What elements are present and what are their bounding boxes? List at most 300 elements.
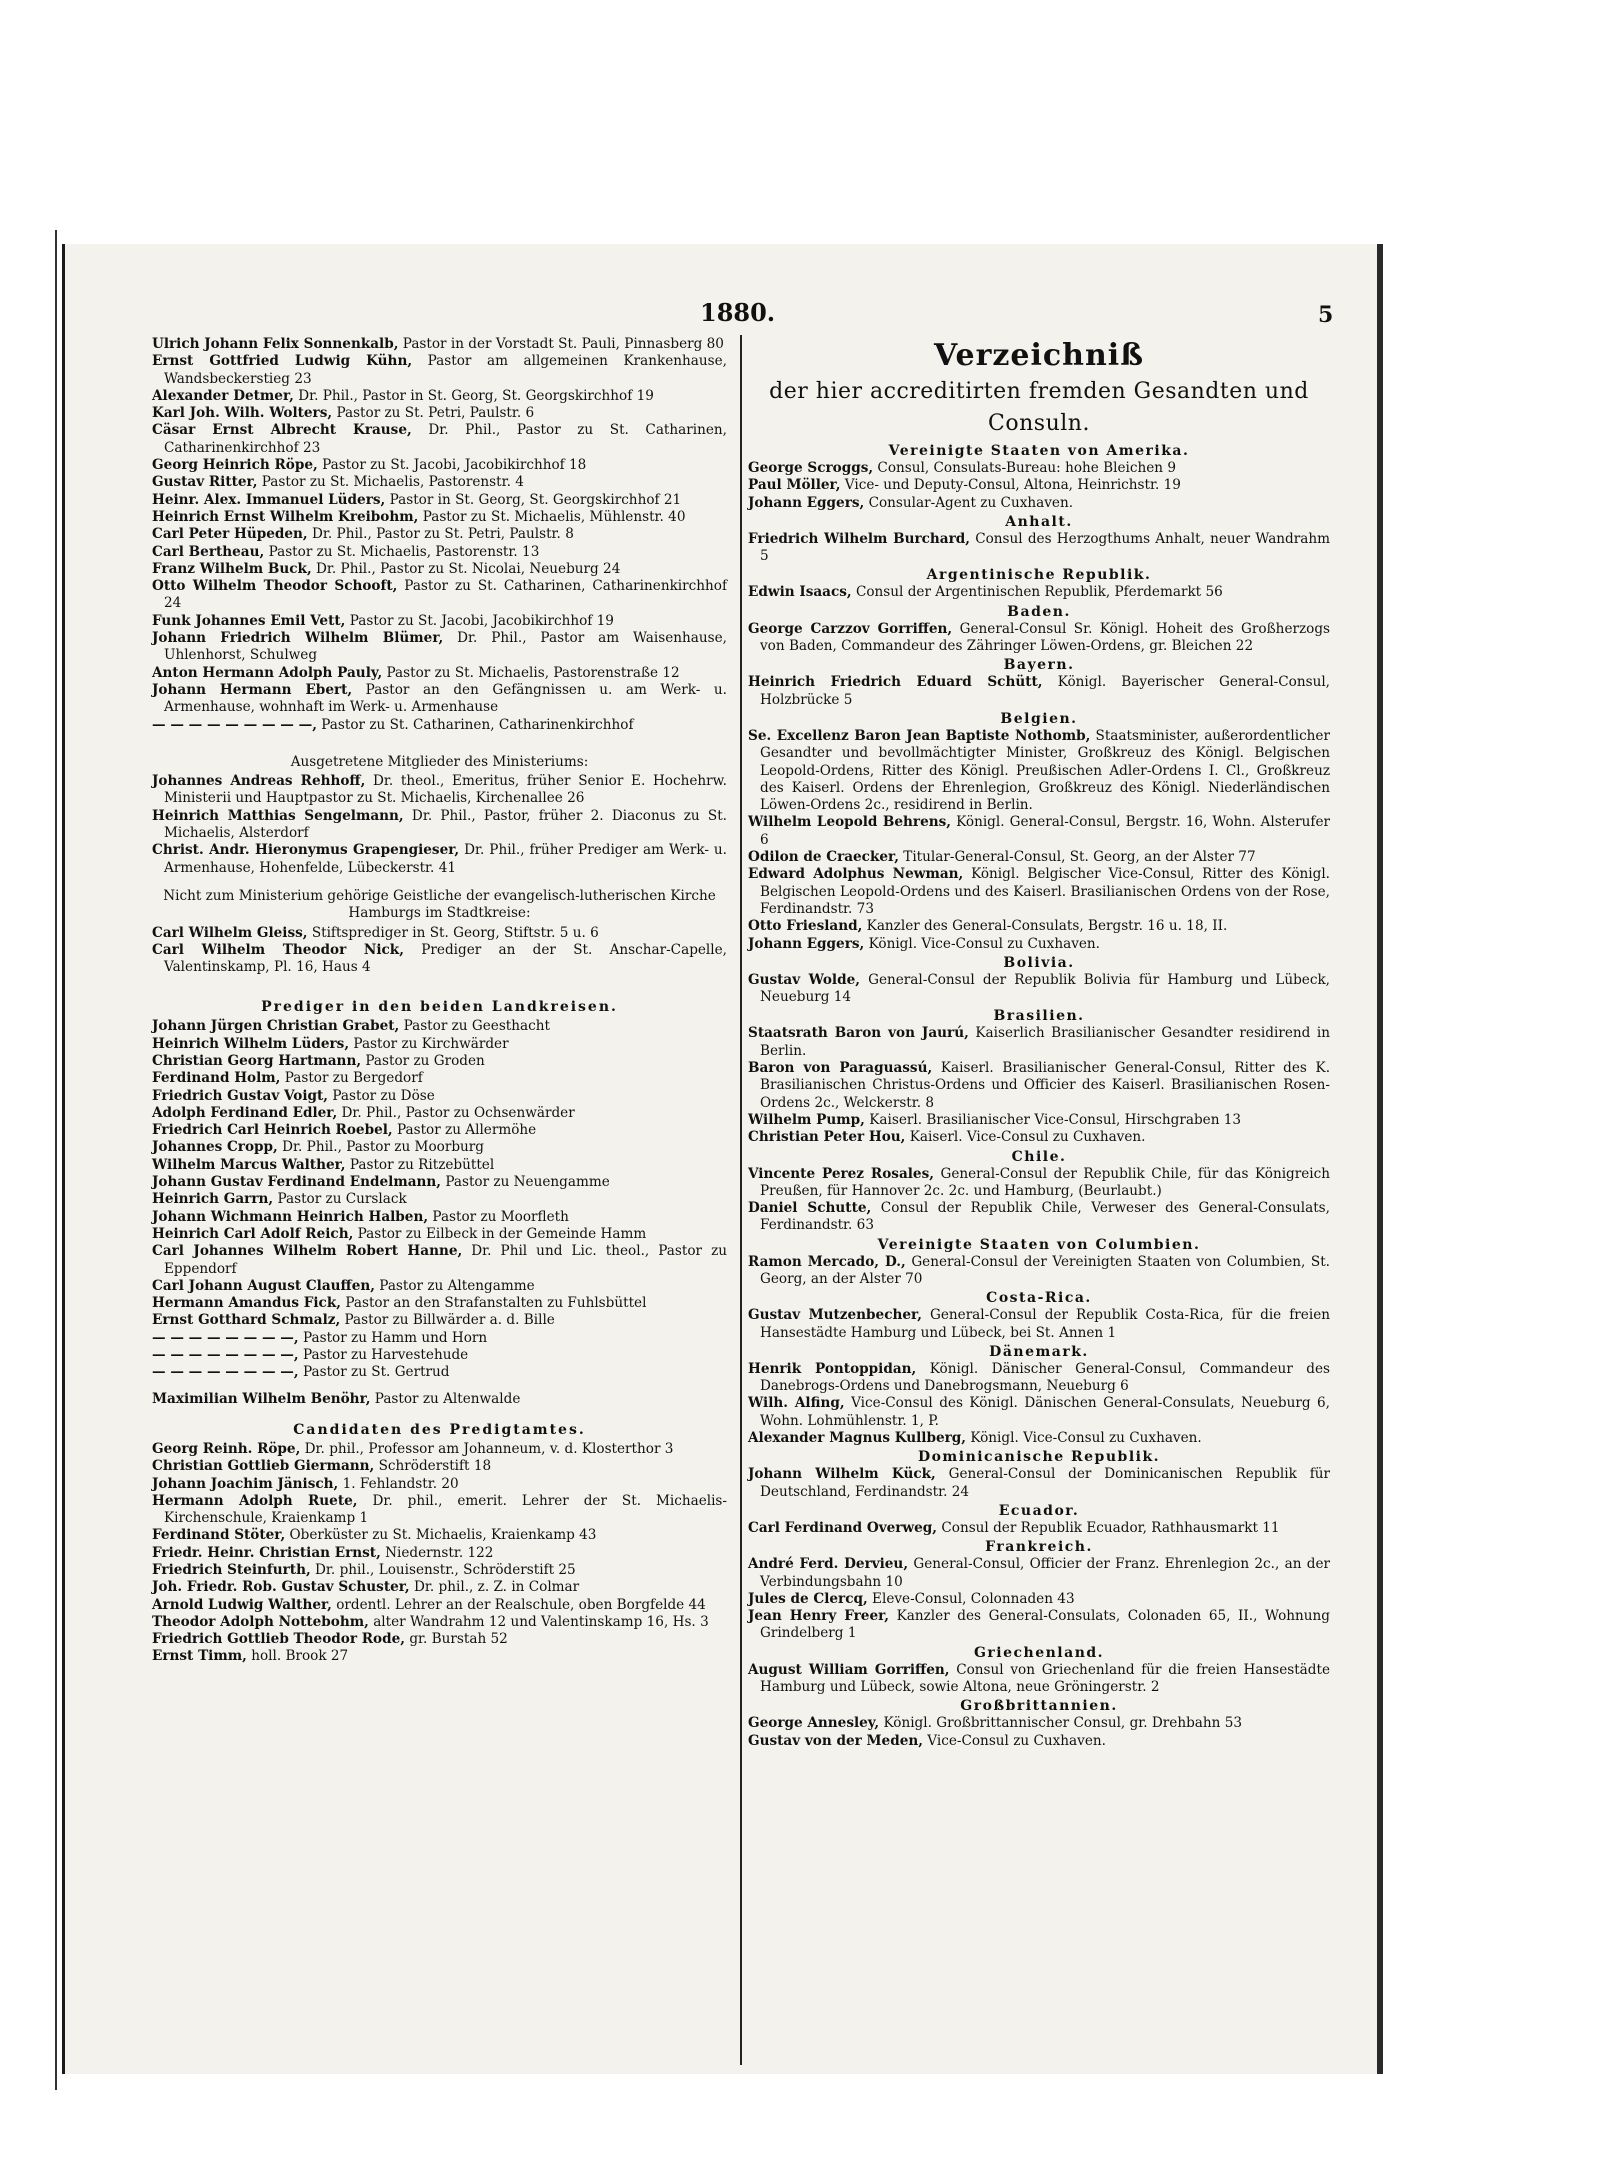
entry-name: Wilh. Alfing, (748, 1395, 845, 1412)
country-heading: Argentinische Republik. (926, 567, 1152, 584)
entry-name: Adolph Ferdinand Edler, (152, 1104, 338, 1121)
entry-text: Dr. Phil., Pastor zu St. Nicolai, Neueburg 24 (316, 560, 621, 577)
entry-name: Johann Eggers, (748, 935, 865, 952)
entry-text: Pastor zu Ritzebüttel (349, 1156, 495, 1173)
country-heading: Bolivia. (1003, 954, 1075, 971)
entry-name: Georg Reinh. Röpe, (152, 1440, 301, 1457)
entry-name: Carl Johann August Clauffen, (152, 1277, 375, 1294)
list-entry (748, 936, 1330, 953)
entry-name: Ernst Gottfried Ludwig Kühn, (152, 353, 413, 370)
country-heading: Großbrittannien. (960, 1698, 1118, 1715)
entry-name: Vincente Perez Rosales, (748, 1165, 934, 1182)
entry-text: Pastor zu Allermöhe (396, 1122, 537, 1139)
pastor-list (152, 336, 727, 734)
entry-text: Pastor zu St. Catharinen, Catharinenkirchhof (321, 716, 634, 733)
list-entry (152, 1295, 727, 1312)
entry-name: Cäsar Ernst Albrecht Krause, (152, 422, 412, 439)
entry-text: Pastor zu Bergedorf (284, 1070, 423, 1087)
entry-text: Pastor zu Eilbeck in der Gemeinde Hamm (357, 1225, 647, 1242)
entry-name: Carl Wilhelm Theodor Nick, (152, 941, 404, 958)
consul-list (748, 442, 1330, 1750)
page-year: 1880. (700, 298, 776, 327)
entry-name: Heinrich Friedrich Eduard Schütt, (748, 674, 1043, 691)
list-entry (152, 1441, 727, 1458)
entry-name: August William Gorriffen, (748, 1661, 950, 1678)
list-entry (152, 422, 727, 457)
entry-text: Pastor zu St. Catharinen, Catharinenkirchhof 24 (164, 578, 727, 612)
list-entry (152, 474, 727, 491)
entry-text: Pastor zu St. Michaelis, Mühlenstr. 40 (422, 508, 686, 525)
list-entry (152, 1648, 727, 1665)
entry-text: Pastor am allgemeinen Krankenhause, Wandsbeckerstieg 23 (164, 353, 727, 387)
entry-name: Johann Joachim Jänisch, (152, 1475, 339, 1492)
list-entry (748, 674, 1330, 709)
entry-name: Gustav Mutzenbecher, (748, 1307, 922, 1324)
entry-name: Ferdinand Stöter, (152, 1527, 286, 1544)
entry-text: Dr. Phil., Pastor am Waisenhause, Uhlenhorst, Schulweg (164, 630, 727, 664)
list-entry (152, 717, 727, 734)
entry-name: Maximilian Wilhelm Benöhr, (152, 1390, 371, 1407)
entry-text: General-Consul, Officier der Franz. Ehrenlegion 2c., an der Verbindungsbahn 10 (760, 1556, 1331, 1590)
entry-name: Carl Peter Hüpeden, (152, 526, 308, 543)
entry-name: Johannes Andreas Rehhoff, (152, 773, 366, 790)
list-entry (152, 578, 727, 613)
register-title: Verzeichniß (933, 338, 1144, 373)
list-entry (152, 561, 727, 578)
entry-text: Pastor zu Hamm und Horn (302, 1329, 488, 1346)
entry-name: Staatsrath Baron von Jaurú, (748, 1025, 969, 1042)
entry-name: Anton Hermann Adolph Pauly, (152, 664, 383, 681)
entry-text: Oberküster zu St. Michaelis, Kraienkamp 43 (289, 1527, 597, 1544)
entry-text: Dr. Phil., Pastor zu Ochsenwärder (341, 1104, 575, 1121)
country-heading: Dänemark. (989, 1343, 1089, 1360)
entry-name: Otto Wilhelm Theodor Schooft, (152, 578, 398, 595)
list-entry (152, 1391, 727, 1408)
entry-name: Gustav Wolde, (748, 971, 860, 988)
list-entry (748, 1060, 1330, 1112)
entry-text: holl. Brook 27 (251, 1648, 349, 1665)
country-heading: Belgien. (1000, 710, 1078, 727)
entry-name: Johann Jürgen Christian Grabet, (152, 1018, 400, 1035)
entry-text: Staatsminister, außerordentlicher Gesandter und bevollmächtigter Minister, Großkreuz des Königl. Belgischen Leopold-Ordens, Ritter des Königl. Preußischen Adler-Ordens I. Cl., Großkreuz des Kaiserl. Ordens der Ehrenlegion, Großkreuz des Königl. Niederländischen Löwen-Ordens 2c., residirend in Berlin. (760, 727, 1330, 814)
list-entry (152, 1493, 727, 1528)
entry-text: Pastor zu St. Jacobi, Jacobikirchhof 18 (322, 457, 587, 474)
entry-text: 1. Fehlandstr. 20 (342, 1475, 459, 1492)
entry-text: Pastor in St. Georg, St. Georgskirchhof 21 (389, 491, 682, 508)
list-entry (748, 866, 1330, 918)
entry-name: Carl Bertheau, (152, 543, 265, 560)
list-entry (152, 526, 727, 543)
entry-name: Ulrich Johann Felix Sonnenkalb, (152, 336, 399, 352)
list-entry (152, 925, 727, 942)
entry-text: Pastor in der Vorstadt St. Pauli, Pinnasberg 80 (402, 336, 724, 352)
entry-name: Friedrich Wilhelm Burchard, (748, 530, 970, 547)
rural-heading: Prediger in den beiden Landkreisen. (261, 999, 618, 1016)
entry-text: Pastor an den Strafanstalten zu Fuhlsbüttel (345, 1295, 647, 1312)
entry-name: Paul Möller, (748, 477, 841, 494)
list-entry (152, 1174, 727, 1191)
entry-text: Dr. phil., Professor am Johanneum, v. d. Klosterthor 3 (304, 1440, 674, 1457)
entry-text: General-Consul Sr. Königl. Hoheit des Großherzogs von Baden, Commandeur des Zähringer Löwen-Ordens, gr. Bleichen 22 (760, 620, 1331, 655)
list-entry (152, 1614, 727, 1631)
list-entry (748, 918, 1330, 935)
entry-name: Johannes Cropp, (152, 1139, 278, 1156)
list-entry (748, 1254, 1330, 1289)
list-entry (748, 1129, 1330, 1146)
entry-text: Königl. Großbrittannischer Consul, gr. Drehbahn 53 (883, 1715, 1243, 1732)
entry-text: Consul der Argentinischen Republik, Pferdemarkt 56 (855, 584, 1223, 601)
entry-text: Pastor zu St. Gertrud (302, 1364, 450, 1381)
list-entry (748, 849, 1330, 866)
entry-name: Johann Friedrich Wilhelm Blümer, (152, 630, 444, 647)
entry-name: Jules de Clercq, (748, 1590, 868, 1607)
entry-name: Odilon de Craecker, (748, 849, 899, 866)
entry-text: Pastor zu Neuengamme (445, 1174, 610, 1191)
list-entry (748, 1430, 1330, 1447)
entry-name: Funk Johannes Emil Vett, (152, 612, 346, 629)
list-entry (748, 1166, 1330, 1201)
list-entry (152, 613, 727, 630)
entry-text: Kaiserl. Brasilianischer Vice-Consul, Hirschgraben 13 (869, 1111, 1242, 1128)
entry-text: Pastor zu Groden (365, 1052, 485, 1069)
entry-text: Kanzler des General-Consulats, Colonaden 65, II., Wohnung Grindelberg 1 (760, 1608, 1330, 1642)
entry-name: Heinrich Matthias Sengelmann, (152, 807, 404, 824)
entry-text: Consul der Republik Ecuador, Rathhausmarkt 11 (941, 1519, 1280, 1536)
entry-name: Johann Wilhelm Kück, (748, 1466, 936, 1483)
book-gutter (55, 230, 57, 2090)
entry-text: Niedernstr. 122 (385, 1544, 494, 1561)
entry-name: Hermann Amandus Fick, (152, 1295, 341, 1312)
entry-name: Carl Wilhelm Gleiss, (152, 924, 308, 941)
list-entry (152, 405, 727, 422)
entry-text: Dr. Phil., Pastor zu St. Catharinen, Catharinenkirchhof 23 (164, 422, 727, 456)
entry-text: Pastor zu Altengamme (379, 1277, 535, 1294)
entry-text: Pastor zu St. Michaelis, Pastorenstr. 4 (261, 474, 524, 491)
list-entry (152, 1105, 727, 1122)
list-entry (748, 477, 1330, 494)
country-heading: Ecuador. (998, 1502, 1080, 1519)
entry-text: Pastor zu Harvestehude (302, 1347, 469, 1364)
entry-name: Heinrich Ernst Wilhelm Kreibohm, (152, 508, 419, 525)
entry-name: Heinr. Alex. Immanuel Lüders, (152, 491, 386, 508)
entry-text: Königl. Vice-Consul zu Cuxhaven. (970, 1430, 1202, 1447)
entry-name: George Annesley, (748, 1715, 880, 1732)
list-entry (152, 1209, 727, 1226)
list-entry (748, 1395, 1330, 1430)
entry-text: Pastor zu St. Jacobi, Jacobikirchhof 19 (349, 612, 614, 629)
list-entry (152, 1191, 727, 1208)
entry-name: Christian Georg Hartmann, (152, 1052, 362, 1069)
country-heading: Griechenland. (973, 1644, 1105, 1661)
entry-name: Christian Gottlieb Giermann, (152, 1458, 375, 1475)
entry-text: Consul des Herzogthums Anhalt, neuer Wandrahm 5 (760, 530, 1331, 565)
list-entry (152, 630, 727, 665)
entry-name: Wilhelm Pump, (748, 1111, 865, 1128)
entry-text: Dr. Phil., Pastor zu Moorburg (282, 1139, 484, 1156)
entry-name: Friedrich Gottlieb Theodor Rode, (152, 1631, 405, 1648)
list-entry (152, 773, 727, 808)
entry-text: General-Consul der Republik Chile, für das Königreich Preußen, für Hannover 2c. 2c. und Hamburg, (Beurlaubt.) (760, 1165, 1331, 1199)
entry-text: Dr. phil., z. Z. in Colmar (414, 1579, 580, 1596)
list-entry (152, 1597, 727, 1614)
entry-name: Johann Hermann Ebert, (152, 681, 353, 698)
list-entry (748, 972, 1330, 1007)
entry-text: Pastor zu Kirchwärder (353, 1035, 509, 1052)
list-entry (152, 1053, 727, 1070)
list-entry (152, 1139, 727, 1156)
entry-text: Pastor zu Altenwalde (374, 1390, 521, 1407)
entry-text: Königl. Bayerischer General-Consul, Holzbrücke 5 (760, 674, 1330, 708)
entry-text: Consul von Griechenland für die freien Hansestädte Hamburg und Lübeck, sowie Altona, neue Gröningerstr. 2 (760, 1661, 1330, 1696)
entry-text: Eleve-Consul, Colonnaden 43 (872, 1590, 1075, 1607)
entry-name: Wilhelm Leopold Behrens, (748, 814, 952, 831)
entry-text: Vice- und Deputy-Consul, Altona, Heinrichstr. 19 (844, 477, 1181, 494)
list-entry (152, 1312, 727, 1329)
entry-text: Consul, Consulats-Bureau: hohe Bleichen 9 (877, 460, 1177, 476)
entry-text: Dr. phil., emerit. Lehrer der St. Michaelis-Kirchenschule, Kraienkamp 1 (164, 1492, 728, 1527)
entry-name: — — — — — — — —, (152, 1347, 299, 1364)
list-entry (152, 1157, 727, 1174)
list-entry (748, 1715, 1330, 1732)
candidates-heading: Candidaten des Predigtamtes. (293, 1421, 586, 1438)
country-heading: Vereinigte Staaten von Columbien. (877, 1236, 1201, 1253)
list-entry (152, 1018, 727, 1035)
list-entry (152, 457, 727, 474)
country-heading: Anhalt. (1005, 513, 1073, 530)
list-entry (152, 492, 727, 509)
entry-text: Dr. theol., Emeritus, früher Senior E. Hochehrw. Ministerii und Hauptpastor zu St. Michaelis, Kirchenallee 26 (164, 773, 727, 807)
list-entry (152, 1226, 727, 1243)
entry-text: Vice-Consul zu Cuxhaven. (927, 1732, 1106, 1749)
entry-name: Karl Joh. Wilh. Wolters, (152, 405, 333, 422)
entry-name: Se. Excellenz Baron Jean Baptiste Nothomb, (748, 727, 1091, 744)
list-entry (152, 1545, 727, 1562)
entry-name: Ernst Timm, (152, 1648, 247, 1665)
entry-name: Franz Wilhelm Buck, (152, 560, 312, 577)
entry-name: Baron von Paraguassú, (748, 1060, 933, 1077)
entry-text: Dr. Phil., Pastor, früher 2. Diaconus zu St. Michaelis, Alsterdorf (164, 807, 727, 842)
entry-text: Prediger an der St. Anschar-Capelle, Valentinskamp, Pl. 16, Haus 4 (164, 941, 727, 976)
entry-name: Johann Eggers, (748, 494, 865, 511)
entry-name: Wilhelm Marcus Walther, (152, 1156, 346, 1173)
list-entry (152, 682, 727, 717)
register-subtitle: der hier accreditirten fremden Gesandten und Consuln. (769, 379, 1309, 436)
entry-name: Daniel Schutte, (748, 1200, 872, 1217)
entry-text: Dr. Phil., früher Prediger am Werk- u. Armenhause, Hohenfelde, Lübeckerstr. 41 (164, 842, 727, 876)
entry-name: Ferdinand Holm, (152, 1070, 281, 1087)
list-entry (152, 842, 727, 877)
entry-text: General-Consul der Republik Bolivia für Hamburg und Lübeck, Neueburg 14 (760, 971, 1331, 1006)
list-entry (152, 665, 727, 682)
entry-name: — — — — — — — —, (152, 1329, 299, 1346)
entry-name: André Ferd. Dervieu, (748, 1556, 909, 1573)
right-column (748, 336, 1330, 1750)
entry-text: Schröderstift 18 (378, 1458, 492, 1475)
retired-heading: Ausgetretene Mitglieder des Ministeriums: (290, 753, 589, 770)
list-entry (748, 1466, 1330, 1501)
country-heading: Costa-Rica. (986, 1290, 1092, 1307)
entry-text: Pastor zu Geesthacht (403, 1018, 550, 1035)
list-entry (152, 509, 727, 526)
list-entry (152, 336, 727, 353)
list-entry (152, 1579, 727, 1596)
entry-name: Alexander Magnus Kullberg, (748, 1430, 966, 1447)
entry-text: Königl. Vice-Consul zu Cuxhaven. (868, 935, 1100, 952)
entry-name: Gustav Ritter, (152, 474, 258, 491)
list-entry (152, 388, 727, 405)
list-entry (152, 1122, 727, 1139)
entry-text: Consul der Republik Chile, Verweser des General-Consulats, Ferdinandstr. 63 (760, 1200, 1330, 1234)
country-heading: Bayern. (1003, 657, 1075, 674)
entry-name: Heinrich Carl Adolf Reich, (152, 1225, 354, 1242)
entry-name: — — — — — — — —, (152, 1364, 299, 1381)
rural-list (152, 1018, 727, 1381)
entry-text: Pastor zu Döse (332, 1087, 435, 1104)
entry-name: Friedrich Carl Heinrich Roebel, (152, 1122, 393, 1139)
list-entry (748, 584, 1330, 601)
entry-name: Christian Peter Hou, (748, 1129, 906, 1146)
list-entry (152, 1631, 727, 1648)
country-heading: Baden. (1007, 603, 1071, 620)
entry-text: Pastor zu Curslack (277, 1191, 407, 1208)
entry-text: Pastor zu Billwärder a. d. Bille (344, 1312, 555, 1329)
list-entry (748, 495, 1330, 512)
entry-text: alter Wandrahm 12 und Valentinskamp 16, Hs. 3 (373, 1613, 709, 1630)
entry-name: Edward Adolphus Newman, (748, 866, 964, 883)
list-entry (748, 1733, 1330, 1750)
entry-text: Titular-General-Consul, St. Georg, an der Alster 77 (903, 849, 1256, 866)
list-entry (152, 1330, 727, 1347)
list-entry (152, 1458, 727, 1475)
page-number: 5 (1318, 302, 1334, 328)
left-column (152, 336, 727, 1666)
entry-text: Kanzler des General-Consulats, Bergstr. 16 u. 18, II. (866, 918, 1228, 935)
entry-text: General-Consul der Vereinigten Staaten von Columbien, St. Georg, an der Alster 70 (760, 1253, 1330, 1287)
entry-text: Kaiserl. Vice-Consul zu Cuxhaven. (909, 1129, 1146, 1146)
entry-text: Pastor zu St. Michaelis, Pastorenstraße 12 (386, 664, 680, 681)
entry-name: Heinrich Garrn, (152, 1191, 274, 1208)
list-entry (152, 1088, 727, 1105)
entry-text: Vice-Consul des Königl. Dänischen General-Consulats, Neueburg 6, Wohn. Lohmühlenstr. 1, P. (760, 1395, 1331, 1429)
country-heading: Brasilien. (993, 1008, 1085, 1025)
entry-name: Ramon Mercado, D., (748, 1253, 906, 1270)
list-entry (152, 942, 727, 977)
entry-name: Carl Johannes Wilhelm Robert Hanne, (152, 1243, 463, 1260)
entry-name: Gustav von der Meden, (748, 1732, 923, 1749)
list-entry (748, 1112, 1330, 1129)
list-entry (748, 531, 1330, 566)
entry-text: Königl. Dänischer General-Consul, Commandeur des Danebrogs-Ordens und Danebrogsmann, Neueburg 6 (760, 1360, 1331, 1395)
entry-text: Pastor zu Moorfleth (432, 1208, 569, 1225)
entry-name: Johann Gustav Ferdinand Endelmann, (152, 1174, 442, 1191)
list-entry (748, 728, 1330, 814)
entry-name: Ernst Gotthard Schmalz, (152, 1312, 341, 1329)
other-clergy-list (152, 925, 727, 977)
entry-name: Edwin Isaacs, (748, 584, 852, 601)
list-entry (748, 1662, 1330, 1697)
entry-text: Kaiserl. Brasilianischer General-Consul, Ritter des K. Brasilianischen Christus-Ordens und Officier des Kaiserl. Brasilianischen Rosen-Ordens 2c., Welckerstr. 8 (760, 1060, 1331, 1111)
country-heading: Vereinigte Staaten von Amerika. (888, 443, 1190, 459)
list-entry (152, 1562, 727, 1579)
entry-name: Joh. Friedr. Rob. Gustav Schuster, (152, 1579, 410, 1596)
list-entry (152, 1527, 727, 1544)
country-heading: Chile. (1011, 1148, 1067, 1165)
list-entry (152, 544, 727, 561)
entry-name: Georg Heinrich Röpe, (152, 457, 318, 474)
entry-name: Friedrich Gustav Voigt, (152, 1087, 329, 1104)
entry-name: Arnold Ludwig Walther, (152, 1596, 332, 1613)
entry-name: — — — — — — — — —, (152, 716, 317, 733)
entry-text: Dr. Phil und Lic. theol., Pastor zu Eppendorf (164, 1243, 727, 1277)
entry-text: General-Consul der Republik Costa-Rica, für die freien Hansestädte Hamburg und Lübeck, bei St. Annen 1 (760, 1307, 1330, 1341)
entry-text: Kaiserlich Brasilianischer Gesandter residirend in Berlin. (760, 1025, 1330, 1059)
entry-name: Heinrich Wilhelm Lüders, (152, 1035, 350, 1052)
list-entry (152, 808, 727, 843)
list-entry (748, 1608, 1330, 1643)
other-clergy-note: Nicht zum Ministerium gehörige Geistliche der evangelisch-lutherischen Kirche Hamburgs im Stadtkreise: (163, 887, 716, 922)
entry-text: Dr. phil., Louisenstr., Schröderstift 25 (315, 1562, 576, 1578)
entry-name: Henrik Pontoppidan, (748, 1360, 917, 1377)
entry-text: Consular-Agent zu Cuxhaven. (868, 494, 1074, 511)
list-entry (748, 1520, 1330, 1537)
list-entry (748, 1361, 1330, 1396)
entry-text: ordentl. Lehrer an der Realschule, oben Borgfelde 44 (336, 1596, 706, 1613)
entry-name: George Carzzov Gorriffen, (748, 620, 953, 637)
entry-text: General-Consul der Dominicanischen Republik für Deutschland, Ferdinandstr. 24 (760, 1466, 1330, 1500)
entry-name: George Scroggs, (748, 460, 874, 476)
entry-name: Otto Friesland, (748, 918, 863, 935)
entry-text: Dr. Phil., Pastor in St. Georg, St. Georgskirchhof 19 (298, 387, 654, 404)
candidates-list (152, 1441, 727, 1666)
list-entry (152, 1036, 727, 1053)
country-heading: Dominicanische Republik. (917, 1449, 1161, 1466)
entry-text: Pastor zu St. Michaelis, Pastorenstr. 13 (268, 543, 540, 560)
list-entry (748, 460, 1330, 477)
retired-list (152, 773, 727, 877)
entry-name: Jean Henry Freer, (748, 1608, 890, 1625)
entry-text: gr. Burstah 52 (409, 1631, 508, 1648)
list-entry (152, 1476, 727, 1493)
list-entry (748, 1025, 1330, 1060)
entry-text: Pastor zu St. Petri, Paulstr. 6 (336, 405, 535, 422)
list-entry (748, 1591, 1330, 1608)
list-entry (748, 621, 1330, 656)
entry-name: Johann Wichmann Heinrich Halben, (152, 1208, 429, 1225)
entry-name: Hermann Adolph Ruete, (152, 1492, 358, 1509)
entry-text: Königl. General-Consul, Bergstr. 16, Wohn. Alsterufer 6 (760, 814, 1331, 848)
list-entry (152, 353, 727, 388)
entry-text: Königl. Belgischer Vice-Consul, Ritter des Königl. Belgischen Leopold-Ordens und des Kaiserl. Brasilianischen Ordens von der Rose, Ferdinandstr. 73 (760, 866, 1330, 917)
entry-text: Pastor an den Gefängnissen u. am Werk- u. Armenhause, wohnhaft im Werk- u. Armenhause (164, 681, 727, 716)
entry-name: Theodor Adolph Nottebohm, (152, 1613, 369, 1630)
column-divider (740, 335, 742, 2065)
entry-name: Friedrich Steinfurth, (152, 1562, 311, 1578)
list-entry (748, 814, 1330, 849)
country-heading: Frankreich. (985, 1539, 1093, 1556)
list-entry (152, 1364, 727, 1381)
list-entry (152, 1070, 727, 1087)
list-entry (152, 1243, 727, 1278)
entry-name: Friedr. Heinr. Christian Ernst, (152, 1544, 381, 1561)
list-entry (748, 1200, 1330, 1235)
list-entry (748, 1307, 1330, 1342)
entry-name: Carl Ferdinand Overweg, (748, 1519, 938, 1536)
entry-text: Dr. Phil., Pastor zu St. Petri, Paulstr. 8 (312, 526, 574, 543)
entry-name: Christ. Andr. Hieronymus Grapengieser, (152, 842, 460, 859)
list-entry (152, 1278, 727, 1295)
entry-text: Stiftsprediger in St. Georg, Stiftstr. 5 u. 6 (311, 924, 599, 941)
list-entry (152, 1347, 727, 1364)
